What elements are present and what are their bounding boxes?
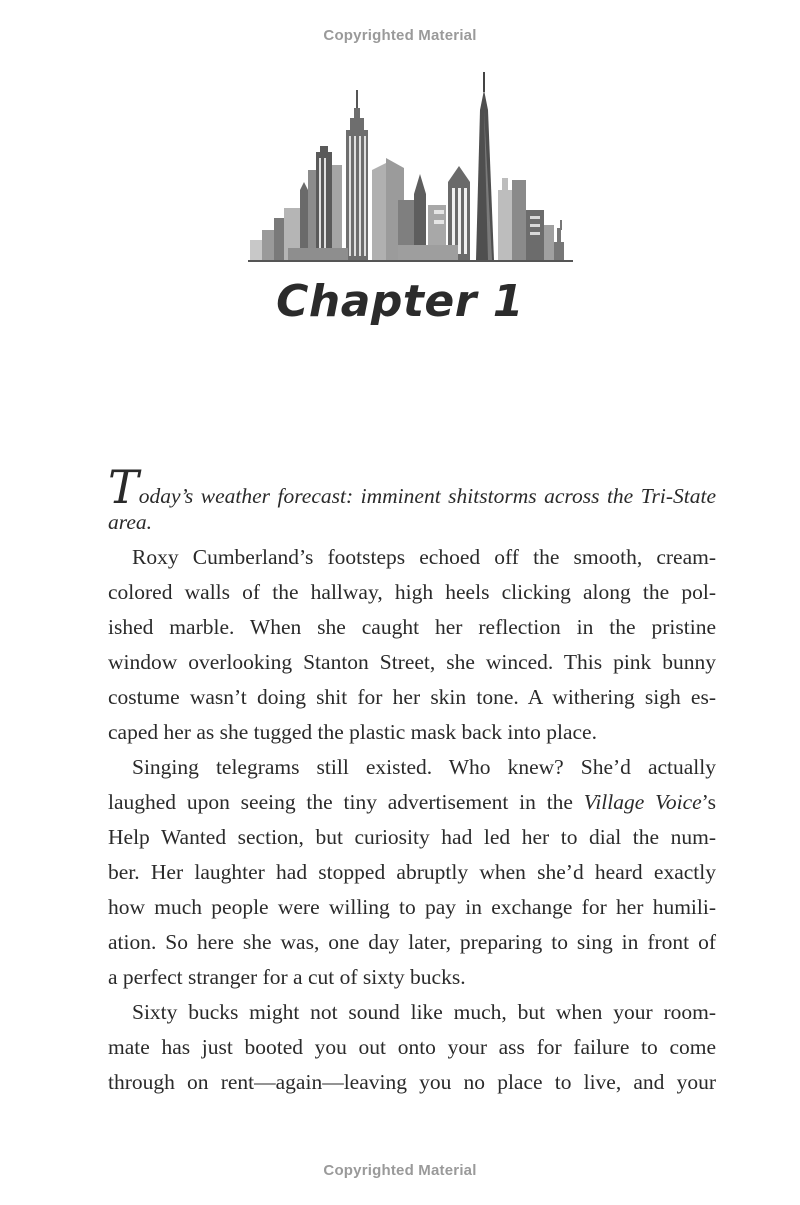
watermark-bottom: Copyrighted Material bbox=[323, 1162, 477, 1179]
paragraph-line: ished marble. When she caught her reflection in the pristine bbox=[108, 615, 716, 639]
paragraph-line: through on rent—again—leaving you no place to live, and your bbox=[108, 1070, 716, 1094]
paragraph-line: Help Wanted section, but curiosity had led her to dial the num- bbox=[108, 825, 716, 849]
paragraph-line: ber. Her laughter had stopped abruptly when she’d heard exactly bbox=[108, 860, 716, 884]
paragraph-line bbox=[108, 460, 716, 514]
paragraph-3 bbox=[108, 750, 716, 995]
paragraph-4 bbox=[108, 995, 716, 1100]
line-text: oday’s weather forecast: imminent shitstorms across the Tri-State bbox=[138, 484, 716, 508]
paragraph-line bbox=[108, 750, 716, 785]
chapter-title: Chapter 1 bbox=[276, 276, 524, 327]
paragraph-1 bbox=[108, 460, 716, 540]
paragraph-line: costume wasn’t doing shit for her skin tone. A withering sigh es- bbox=[108, 685, 716, 709]
line-text: ’s bbox=[701, 790, 716, 814]
paragraph-line: area. bbox=[108, 510, 152, 534]
drop-cap: T bbox=[108, 460, 139, 514]
paragraph-line: ation. So here she was, one day later, preparing to sing in front of bbox=[108, 930, 716, 954]
paragraph-line: mate has just booted you out onto your ass for failure to come bbox=[108, 1035, 716, 1059]
paragraph-line bbox=[108, 540, 716, 575]
line-text: Singing telegrams still existed. Who knew? She’d actually bbox=[132, 755, 716, 779]
paragraph-line: colored walls of the hallway, high heels clicking along the pol- bbox=[108, 580, 716, 604]
paragraph-line bbox=[108, 785, 716, 820]
line-text: laughed upon seeing the tiny advertisement in the bbox=[108, 790, 584, 814]
paragraph-line: a perfect stranger for a cut of sixty bucks. bbox=[108, 965, 466, 989]
publication-title: Village Voice bbox=[583, 790, 702, 814]
paragraph-line: window overlooking Stanton Street, she winced. This pink bunny bbox=[108, 650, 716, 674]
paragraph-2 bbox=[108, 540, 716, 750]
paragraph-line bbox=[108, 995, 716, 1030]
line-text: Sixty bucks might not sound like much, but when your room- bbox=[132, 1000, 716, 1024]
line-text: Roxy Cumberland’s footsteps echoed off the smooth, cream- bbox=[132, 545, 716, 569]
body-text bbox=[108, 460, 716, 1100]
paragraph-line: how much people were willing to pay in exchange for her humili- bbox=[108, 895, 716, 919]
paragraph-line: caped her as she tugged the plastic mask back into place. bbox=[108, 720, 597, 744]
city-skyline-illustration bbox=[248, 70, 578, 270]
watermark-top: Copyrighted Material bbox=[323, 27, 477, 44]
